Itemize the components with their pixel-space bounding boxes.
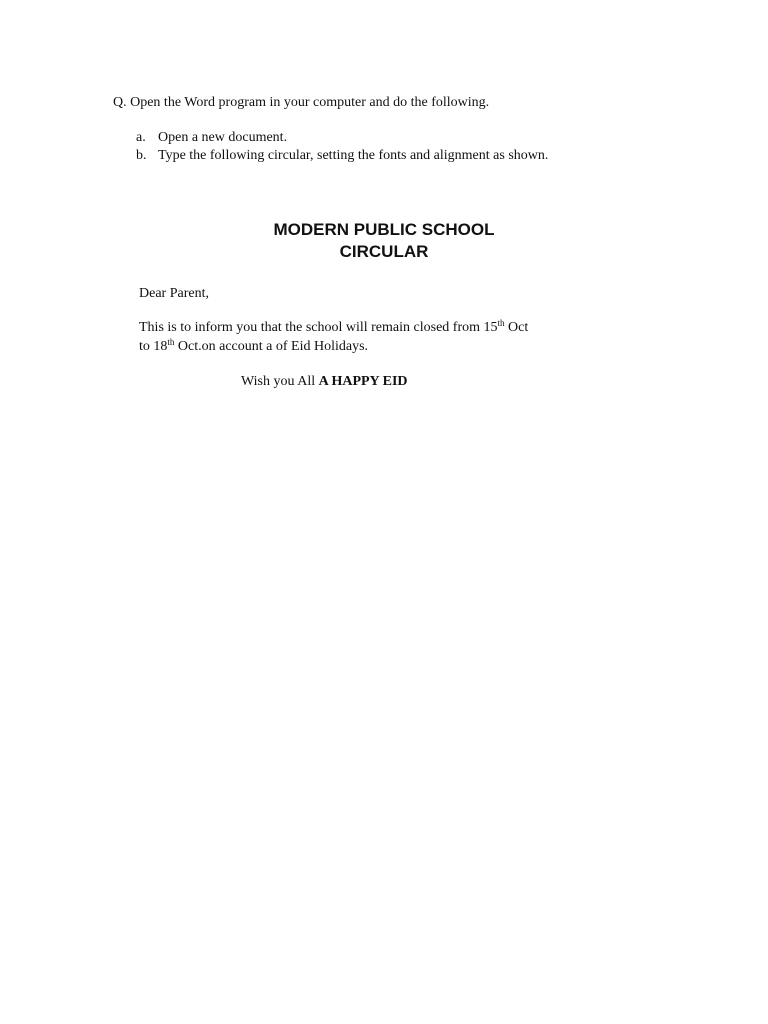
school-name-heading: MODERN PUBLIC SCHOOL [273, 220, 495, 239]
body-line-2 [139, 337, 528, 356]
list-marker: b. [136, 148, 147, 163]
closing-greeting [241, 373, 408, 390]
list-item-text: Type the following circular, setting the fonts and alignment as shown. [158, 148, 549, 163]
body-line-1 [139, 318, 528, 337]
list-marker: a. [136, 130, 146, 145]
body-line-2-start: to 18 [139, 339, 168, 354]
body-line-1-start: This is to inform you that the school will remain closed from 15 [139, 320, 498, 335]
circular-body [139, 318, 528, 356]
circular-title-heading: CIRCULAR [339, 242, 429, 261]
body-line-2-end: Oct.on account a of Eid Holidays. [174, 339, 369, 354]
ordinal-suffix: th [167, 337, 175, 347]
salutation: Dear Parent, [139, 286, 209, 301]
list-item [136, 129, 548, 147]
instruction-list [136, 129, 548, 165]
list-item-text: Open a new document. [158, 130, 288, 145]
list-item [136, 147, 548, 165]
ordinal-suffix: th [497, 318, 505, 328]
closing-bold: A HAPPY EID [318, 374, 408, 389]
question-text: Q. Open the Word program in your computer and do the following. [113, 95, 490, 110]
body-line-1-end: Oct [504, 320, 529, 335]
closing-plain: Wish you All [241, 374, 319, 389]
